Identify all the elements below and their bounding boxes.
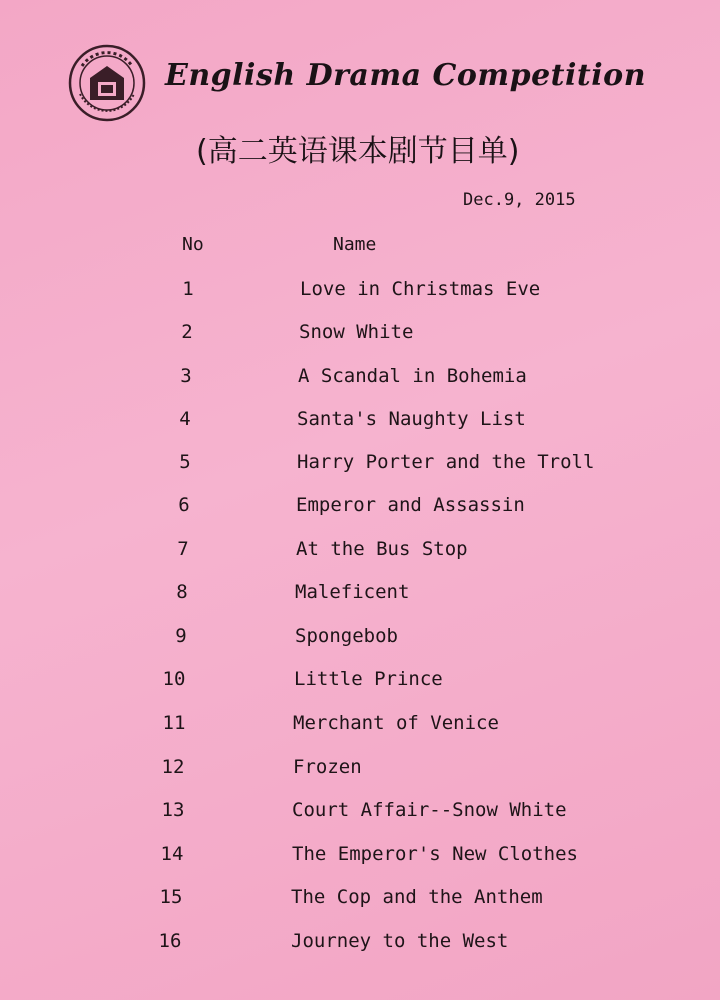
item-number: 12 (161, 756, 185, 778)
item-number: 1 (182, 278, 194, 300)
item-name: The Emperor's New Clothes (292, 843, 578, 865)
page-title: English Drama Competition (165, 58, 647, 93)
column-header-no: No (182, 234, 204, 255)
school-seal-logo (68, 44, 146, 122)
item-name: At the Bus Stop (296, 538, 468, 560)
item-name: Emperor and Assassin (296, 494, 525, 516)
item-number: 9 (175, 625, 187, 647)
item-name: Merchant of Venice (293, 712, 499, 734)
list-item (0, 581, 720, 611)
item-number: 11 (162, 712, 186, 734)
item-name: Little Prince (294, 668, 443, 690)
item-number: 15 (159, 886, 183, 908)
item-number: 6 (178, 494, 190, 516)
list-item (0, 321, 720, 351)
list-item (0, 668, 720, 698)
list-item (0, 278, 720, 308)
item-number: 13 (161, 799, 185, 821)
item-name: Snow White (299, 321, 414, 343)
item-number: 16 (158, 930, 182, 952)
item-name: Love in Christmas Eve (300, 278, 541, 300)
item-name: A Scandal in Bohemia (298, 365, 527, 387)
list-item (0, 843, 720, 873)
item-number: 3 (180, 365, 192, 387)
item-number: 10 (162, 668, 186, 690)
column-header-name: Name (333, 234, 377, 255)
item-name: Court Affair--Snow White (292, 799, 567, 821)
item-number: 4 (179, 408, 191, 430)
list-item (0, 799, 720, 829)
item-name: Santa's Naughty List (297, 408, 526, 430)
item-name: Maleficent (295, 581, 410, 603)
list-item (0, 494, 720, 524)
page-subtitle: (高二英语课本剧节目单) (196, 134, 520, 169)
item-name: The Cop and the Anthem (291, 886, 543, 908)
date-label: Dec.9, 2015 (463, 190, 576, 210)
item-name: Journey to the West (291, 930, 509, 952)
item-name: Frozen (293, 756, 362, 778)
list-item (0, 712, 720, 742)
item-name: Harry Porter and the Troll (297, 451, 595, 473)
list-item (0, 930, 720, 960)
item-number: 2 (181, 321, 193, 343)
item-name: Spongebob (295, 625, 398, 647)
list-item (0, 451, 720, 481)
list-item (0, 365, 720, 395)
list-item (0, 625, 720, 655)
item-number: 14 (160, 843, 184, 865)
item-number: 5 (179, 451, 191, 473)
list-item (0, 538, 720, 568)
item-number: 7 (177, 538, 189, 560)
item-number: 8 (176, 581, 188, 603)
list-item (0, 408, 720, 438)
list-item (0, 756, 720, 786)
list-item (0, 886, 720, 916)
